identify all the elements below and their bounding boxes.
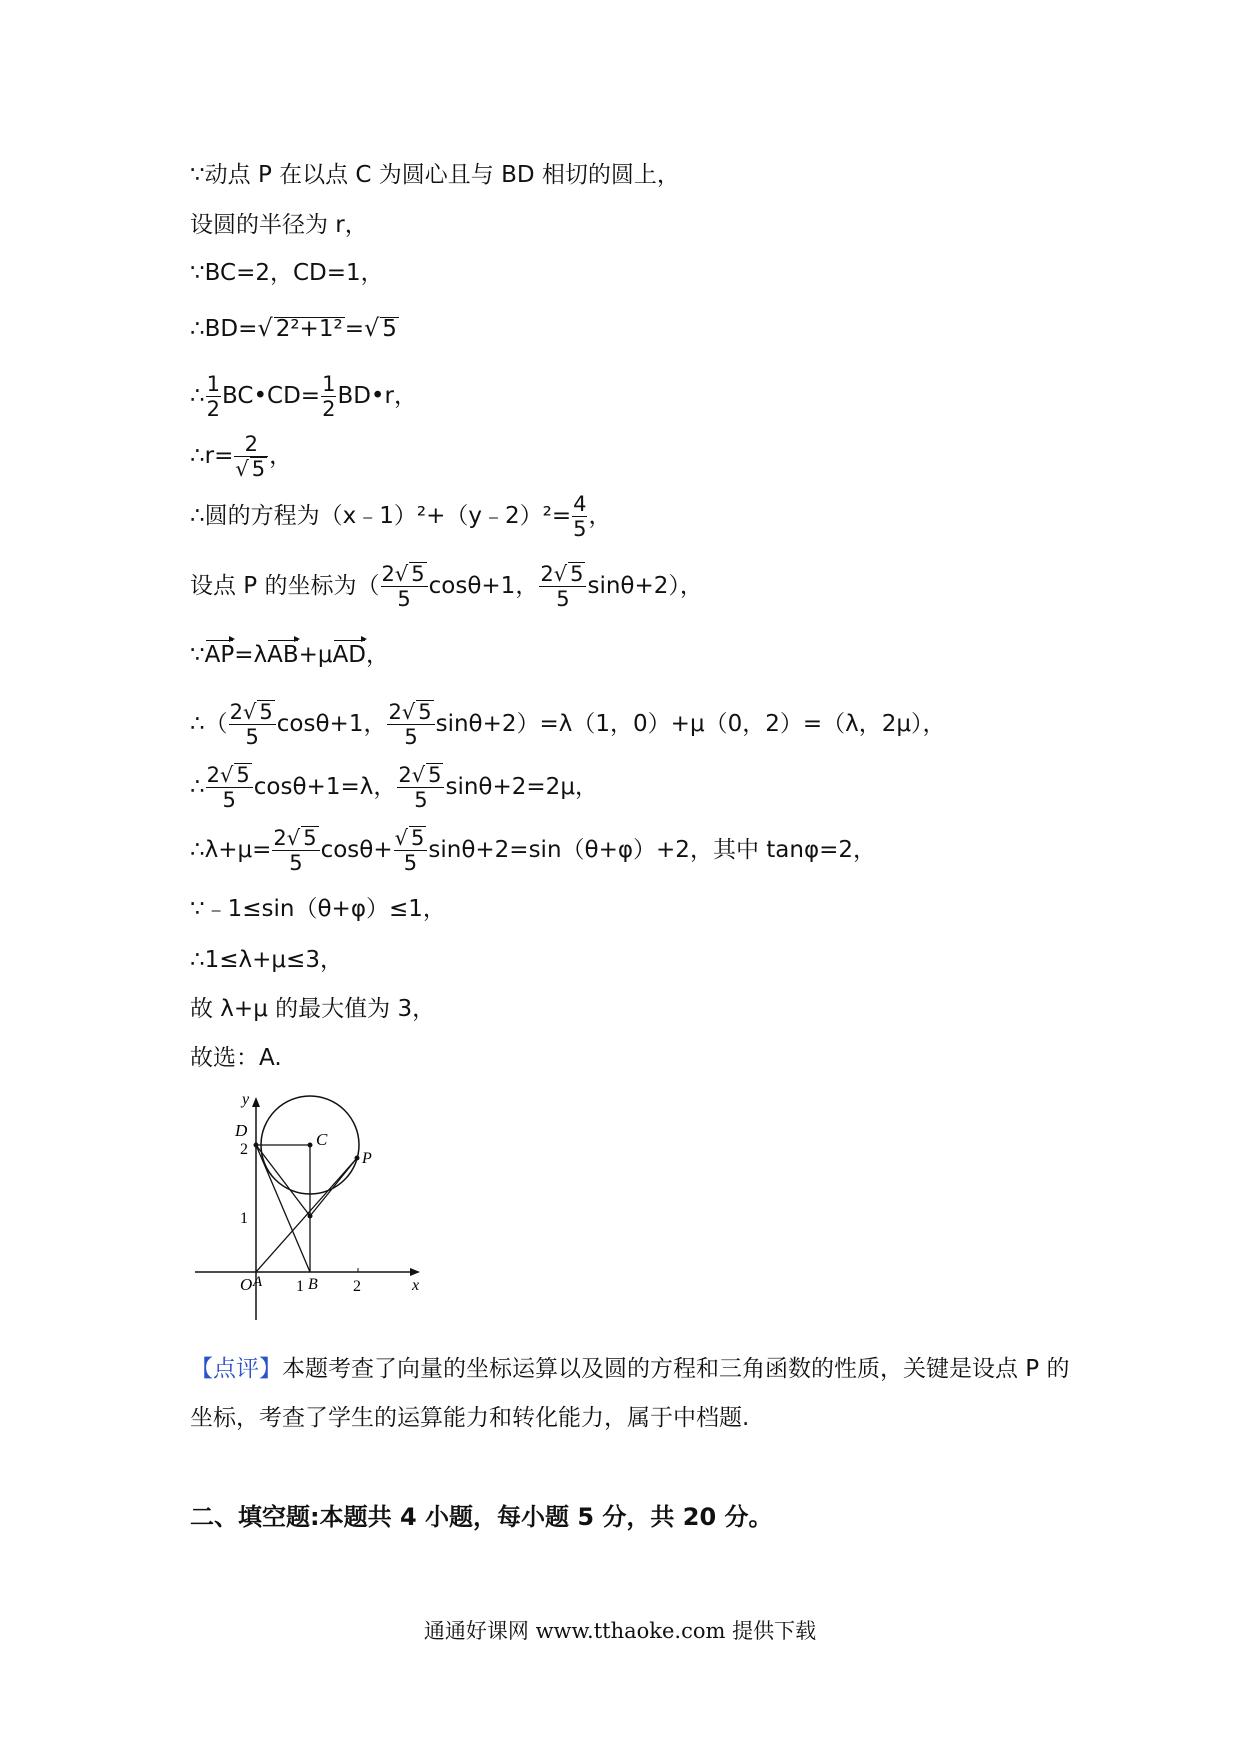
- geometry-figure: [190, 1090, 430, 1334]
- expr-text: cosθ+1=λ，: [253, 774, 397, 800]
- radicand: 5: [382, 316, 397, 342]
- numerator: 2: [234, 432, 268, 457]
- denominator: √ 5: [235, 457, 266, 481]
- tick-x2: 2: [353, 1278, 361, 1295]
- section-heading: 二、填空题:本题共 4 小题，每小题 5 分，共 20 分。: [190, 1503, 773, 1531]
- radical-sign: √: [363, 314, 380, 342]
- radical-sign: √: [257, 314, 273, 342]
- y-label: y: [242, 1091, 250, 1108]
- expr-text: sinθ+2），: [587, 573, 703, 599]
- denominator: 5: [289, 851, 303, 875]
- radicand: 5: [303, 826, 317, 850]
- denominator: 5: [414, 788, 428, 812]
- tick-y2: 2: [240, 1141, 248, 1158]
- radicand: 5: [411, 826, 425, 850]
- fraction-coef: [381, 562, 428, 611]
- a-label: A: [253, 1274, 263, 1290]
- denominator: 5: [222, 788, 236, 812]
- figure-svg: [190, 1090, 430, 1330]
- denominator: 5: [403, 851, 418, 875]
- therefore: ∴: [190, 383, 205, 409]
- radicand: 5: [236, 763, 250, 787]
- expr-text: cosθ+1，: [428, 573, 539, 599]
- review-text: 本题考查了向量的坐标运算以及圆的方程和三角函数的性质，关键是设点 P 的坐标，考查了学生的运算能力和转化能力，属于中档题.: [190, 1356, 1070, 1431]
- page-footer: 通通好课网 www.tthaoke.com 提供下载: [423, 1619, 817, 1643]
- tick-y1: 1: [240, 1210, 248, 1227]
- segment-tangent-p: [310, 1158, 357, 1216]
- solution-line-8: [190, 562, 703, 611]
- solution-line-2: 设圆的半径为 r，: [190, 212, 368, 238]
- fraction-coef: [539, 562, 586, 611]
- expr-text: sinθ+2=2μ，: [445, 774, 598, 800]
- solution-line-6: [190, 432, 292, 481]
- fraction-coef: [229, 700, 276, 749]
- coef: 2: [206, 763, 221, 787]
- y-axis-arrow: [252, 1097, 260, 1107]
- coef: 2: [540, 562, 554, 586]
- bd-label: ∴BD=: [190, 316, 258, 342]
- denominator: 2: [322, 397, 336, 421]
- radicand: 2²+1²: [275, 316, 343, 342]
- numerator: 2√ 5: [397, 763, 444, 788]
- x-axis-arrow: [410, 1268, 420, 1276]
- coef: 2: [381, 562, 395, 586]
- numerator: 1: [206, 372, 221, 396]
- tick-x1: 1: [296, 1278, 304, 1295]
- solution-line-13: ∵﹣1≤sin（θ+φ）≤1，: [190, 896, 446, 922]
- fraction-four-fifths: [572, 492, 587, 541]
- expr-text: ∴λ+μ=: [190, 837, 272, 863]
- solution-line-15: 故 λ+μ 的最大值为 3，: [190, 996, 436, 1022]
- expr-text: BD•r，: [337, 383, 417, 409]
- coef: 2: [388, 700, 402, 724]
- vector-ad: AD: [333, 638, 366, 670]
- expr-text: ，: [588, 503, 612, 529]
- c-label: C: [316, 1130, 328, 1149]
- radicand: 5: [411, 562, 425, 586]
- numerator: 2√ 5: [272, 826, 319, 851]
- numerator: 2√ 5: [381, 562, 428, 587]
- point-c: [308, 1143, 313, 1148]
- vector-ab: AB: [267, 638, 299, 670]
- b-label: B: [308, 1276, 318, 1293]
- segment-d-tangent: [256, 1145, 310, 1216]
- point-p: [355, 1156, 360, 1161]
- fraction-coef: [387, 700, 434, 749]
- denominator: 2: [206, 397, 221, 421]
- fraction-r: [234, 432, 268, 481]
- d-label: D: [235, 1121, 248, 1140]
- vector-ap: AP: [205, 638, 235, 670]
- origin-label: O: [240, 1275, 253, 1294]
- numerator: 1: [322, 372, 336, 396]
- solution-line-1: ∵动点 P 在以点 C 为圆心且与 BD 相切的圆上，: [190, 162, 680, 188]
- fraction-coef: [397, 763, 444, 812]
- because: ∵: [190, 642, 205, 668]
- x-label: x: [412, 1277, 420, 1294]
- expr-text: ∴（: [190, 711, 228, 737]
- solution-line-3: ∵BC=2，CD=1，: [190, 260, 384, 286]
- numerator: 2√ 5: [229, 700, 276, 725]
- radicand: 5: [428, 763, 442, 787]
- point-d: [254, 1143, 259, 1148]
- equals: =: [344, 316, 364, 342]
- solution-line-11: [190, 763, 598, 812]
- expr-text: cosθ+1，: [276, 711, 387, 737]
- numerator: 2√ 5: [539, 562, 586, 587]
- expr-text: sinθ+2）=λ（1，0）+μ（0，2）=（λ，2μ），: [435, 711, 946, 737]
- radicand: 5: [418, 700, 432, 724]
- expr-text: sinθ+2=sin（θ+φ）+2，其中 tanφ=2，: [428, 837, 877, 863]
- expr-text: BC•CD=: [222, 383, 321, 409]
- p-label: P: [362, 1150, 372, 1167]
- solution-line-4: [190, 313, 399, 344]
- numerator: 2√ 5: [206, 763, 253, 788]
- coef: 2: [398, 763, 412, 787]
- radicand: 5: [251, 457, 266, 481]
- expr-text: cosθ+: [320, 837, 393, 863]
- solution-line-9: [190, 638, 389, 670]
- expr-text: ，: [269, 443, 293, 469]
- review-comment: [190, 1345, 1070, 1443]
- denominator: 5: [245, 725, 259, 749]
- expr-text: =λ: [234, 642, 268, 668]
- numerator: 2√ 5: [387, 700, 434, 725]
- fraction-half: [321, 372, 336, 421]
- expr-text: ∴圆的方程为（x﹣1）²+（y﹣2）²=: [190, 503, 572, 529]
- numerator: 4: [573, 492, 587, 516]
- radicand: 5: [259, 700, 273, 724]
- solution-line-10: [190, 700, 946, 749]
- solution-line-14: ∴1≤λ+μ≤3，: [190, 947, 343, 973]
- fraction-coef: [272, 826, 319, 875]
- denominator: 5: [573, 517, 587, 541]
- point-tangent: [308, 1214, 313, 1219]
- fraction-sqrt5-over-5: [394, 826, 428, 875]
- expr-text: 设点 P 的坐标为（: [190, 573, 380, 599]
- denominator: 5: [556, 587, 570, 611]
- expr-text: ，: [366, 642, 390, 668]
- solution-line-5: [190, 372, 417, 421]
- numerator: √ 5: [394, 826, 428, 851]
- segment-bd: [256, 1145, 310, 1272]
- expr-text: +μ: [298, 642, 333, 668]
- therefore: ∴: [190, 774, 205, 800]
- coef: 2: [273, 826, 287, 850]
- solution-line-12: [190, 826, 876, 875]
- fraction-half: [206, 372, 221, 421]
- solution-line-16: 故选：A.: [190, 1045, 282, 1071]
- expr-text: ∴r=: [190, 443, 234, 469]
- coef: 2: [229, 700, 244, 724]
- fraction-coef: [206, 763, 253, 812]
- radicand: 5: [570, 562, 584, 586]
- denominator: 5: [404, 725, 418, 749]
- solution-line-7: [190, 492, 611, 541]
- denominator: 5: [397, 587, 411, 611]
- review-tag: 【点评】: [190, 1356, 282, 1382]
